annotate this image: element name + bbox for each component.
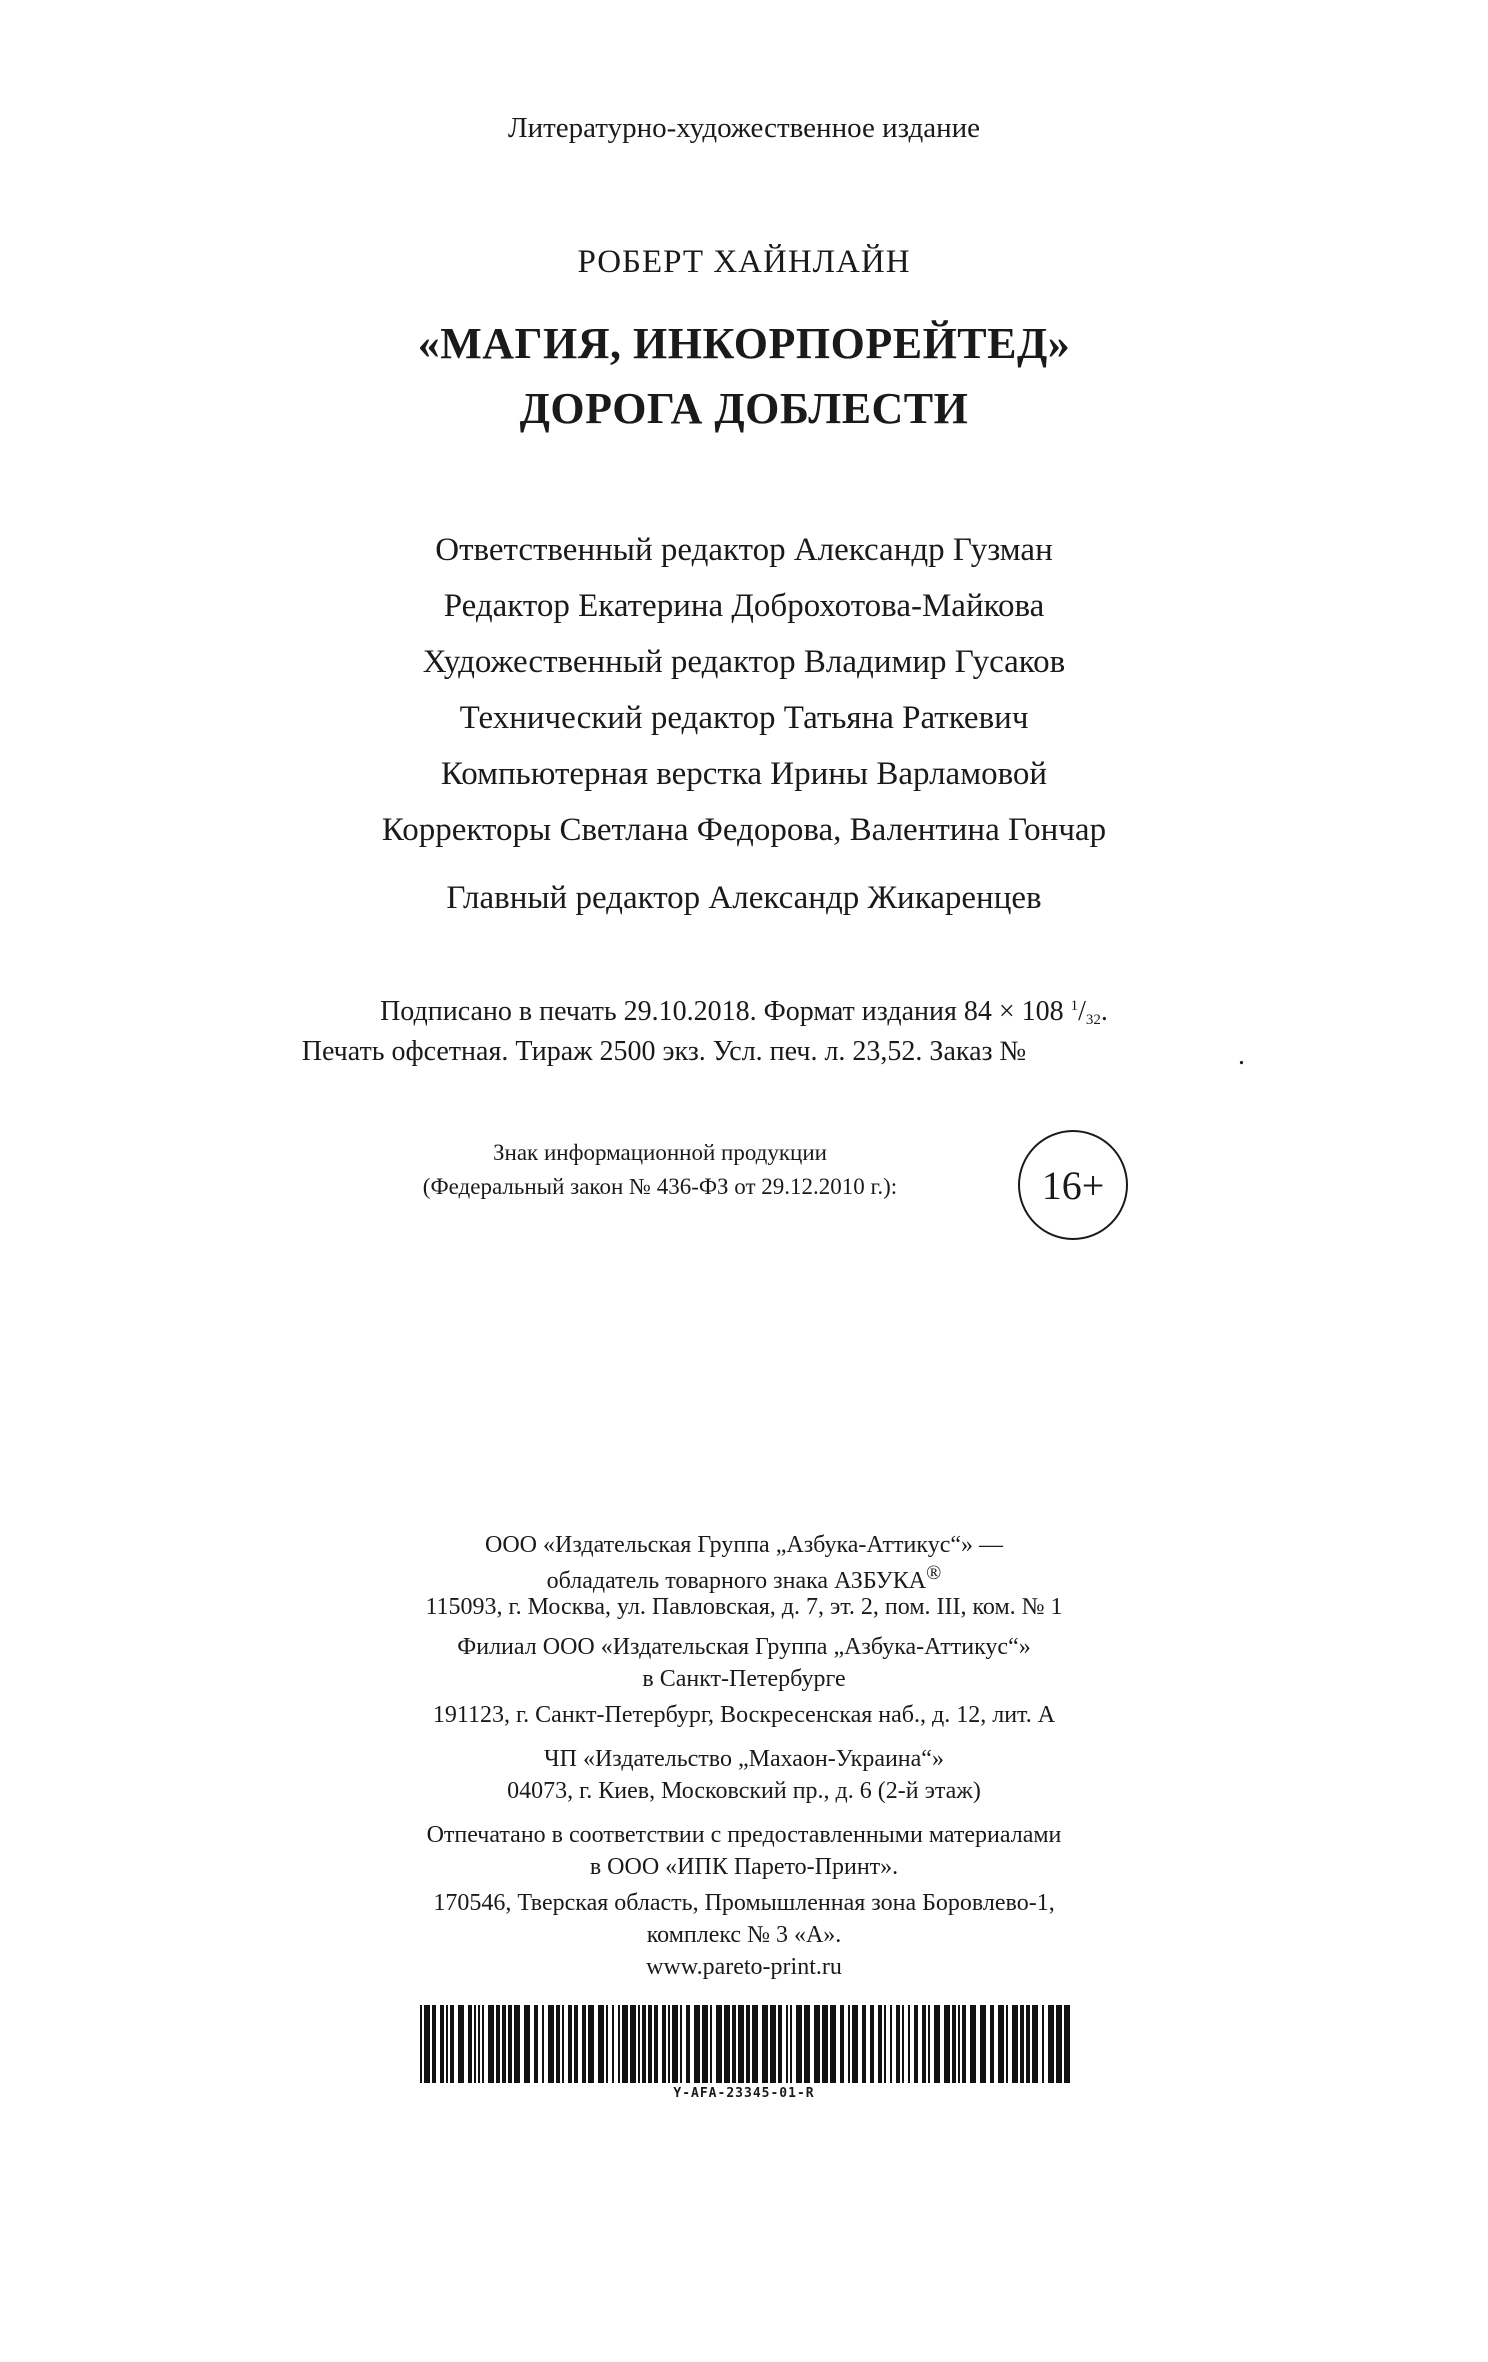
barcode-bar <box>1006 2005 1008 2083</box>
book-title-2: ДОРОГА ДОБЛЕСТИ <box>519 384 969 433</box>
barcode-bar <box>612 2005 614 2083</box>
printer-line-2: в ООО «ИПК Парето-Принт». <box>589 1854 899 1880</box>
branch-address: 191123, г. Санкт-Петербург, Воскресенская наб., д. 12, лит. А <box>432 1702 1056 1728</box>
barcode-bar <box>1064 2005 1070 2083</box>
credit-line: Редактор Екатерина Доброхотова-Майкова <box>443 588 1045 624</box>
print-info-line-2: Печать офсетная. Тираж 2500 экз. Усл. печ. л. 23,52. Заказ № <box>301 1036 1027 1067</box>
barcode-bar <box>914 2005 918 2083</box>
barcode-bar <box>446 2005 448 2083</box>
printer-address-2: комплекс № 3 «А». <box>646 1922 842 1948</box>
barcode-bar <box>668 2005 670 2083</box>
barcode-bar <box>440 2005 444 2083</box>
publisher-line-2: обладатель товарного знака АЗБУКА® <box>546 1562 942 1594</box>
barcode-bar <box>474 2005 476 2083</box>
barcode-bar <box>746 2005 750 2083</box>
chief-editor-line: Главный редактор Александр Жикаренцев <box>446 880 1042 916</box>
barcode-bar <box>752 2005 758 2083</box>
barcode-bar <box>1042 2005 1044 2083</box>
barcode-bar <box>710 2005 712 2083</box>
barcode-bar <box>574 2005 578 2083</box>
barcode-bar <box>694 2005 700 2083</box>
barcode-bar <box>990 2005 994 2083</box>
credit-line: Компьютерная верстка Ирины Варламовой <box>440 756 1048 792</box>
genre-label: Литературно-художественное издание <box>507 112 981 144</box>
barcode-bar <box>1032 2005 1038 2083</box>
credit-line: Технический редактор Татьяна Раткевич <box>459 700 1029 736</box>
printer-line-1: Отпечатано в соответствии с предоставленными материалами <box>426 1822 1062 1848</box>
barcode-bar <box>804 2005 810 2083</box>
barcode-bar <box>662 2005 666 2083</box>
barcode-bar <box>790 2005 792 2083</box>
barcode-bar <box>672 2005 678 2083</box>
branch-line-2: в Санкт-Петербурге <box>642 1666 846 1692</box>
credit-line: Художественный редактор Владимир Гусаков <box>422 644 1066 680</box>
barcode-bar <box>890 2005 892 2083</box>
barcode-bar <box>654 2005 658 2083</box>
age-label-1: Знак информационной продукции <box>493 1140 827 1165</box>
barcode-bar <box>686 2005 690 2083</box>
barcode-bar <box>840 2005 844 2083</box>
barcode-bar <box>928 2005 930 2083</box>
barcode-bar <box>514 2005 520 2083</box>
barcode-bar <box>762 2005 768 2083</box>
barcode-bar <box>482 2005 484 2083</box>
barcode-bar <box>488 2005 494 2083</box>
print-info-trailing-dot: . <box>1238 1040 1245 1071</box>
barcode-bar <box>770 2005 776 2083</box>
barcode-bar <box>478 2005 480 2083</box>
credit-line: Корректоры Светлана Федорова, Валентина Гончар <box>381 812 1107 848</box>
age-label-2: (Федеральный закон № 436-ФЗ от 29.12.2010 г.): <box>422 1174 898 1199</box>
credit-line: Ответственный редактор Александр Гузман <box>435 532 1053 568</box>
barcode-bar <box>702 2005 708 2083</box>
barcode-bar <box>902 2005 904 2083</box>
barcode-bar <box>432 2005 436 2083</box>
barcode-bar <box>716 2005 722 2083</box>
barcode <box>420 2005 1070 2083</box>
branch-line-1: Филиал ООО «Издательская Группа „Азбука-Аттикус“» <box>457 1634 1031 1660</box>
barcode-bar <box>548 2005 554 2083</box>
printer-url: www.pareto-print.ru <box>646 1954 842 1980</box>
barcode-bar <box>598 2005 604 2083</box>
barcode-bar <box>424 2005 430 2083</box>
barcode-bar <box>814 2005 820 2083</box>
barcode-bar <box>908 2005 910 2083</box>
barcode-bar <box>648 2005 652 2083</box>
barcode-bar <box>420 2005 422 2083</box>
registered-mark: ® <box>926 1562 942 1584</box>
barcode-bar <box>638 2005 640 2083</box>
book-title-1: «МАГИЯ, ИНКОРПОРЕЙТЕД» <box>417 319 1071 368</box>
barcode-bar <box>962 2005 966 2083</box>
barcode-bar <box>896 2005 900 2083</box>
barcode-bar <box>1020 2005 1024 2083</box>
barcode-bar <box>630 2005 636 2083</box>
barcode-bar <box>542 2005 544 2083</box>
barcode-bar <box>1048 2005 1054 2083</box>
barcode-bar <box>588 2005 594 2083</box>
barcode-bar <box>732 2005 736 2083</box>
barcode-bar <box>724 2005 730 2083</box>
barcode-bar <box>582 2005 586 2083</box>
barcode-bar <box>622 2005 628 2083</box>
barcode-bar <box>848 2005 850 2083</box>
barcode-bar <box>458 2005 464 2083</box>
barcode-bar <box>878 2005 882 2083</box>
age-rating-badge: 16+ <box>1018 1130 1128 1240</box>
barcode-bar <box>1012 2005 1018 2083</box>
ukraine-address: 04073, г. Киев, Московский пр., д. 6 (2-й этаж) <box>507 1778 981 1804</box>
barcode-bar <box>796 2005 802 2083</box>
barcode-bar <box>998 2005 1004 2083</box>
barcode-bar <box>524 2005 530 2083</box>
barcode-bar <box>980 2005 986 2083</box>
barcode-bar <box>738 2005 744 2083</box>
barcode-bar <box>680 2005 682 2083</box>
barcode-bar <box>1026 2005 1030 2083</box>
author-name: РОБЕРТ ХАЙНЛАЙН <box>577 244 911 280</box>
printer-address-1: 170546, Тверская область, Промышленная зона Боровлево-1, <box>433 1890 1055 1916</box>
barcode-bar <box>468 2005 472 2083</box>
print-info-line-1: Подписано в печать 29.10.2018. Формат издания 84 × 108 $^1/_{32}$. <box>380 996 1108 1028</box>
barcode-bar <box>952 2005 956 2083</box>
barcode-bar <box>870 2005 874 2083</box>
barcode-bar <box>508 2005 512 2083</box>
barcode-bar <box>944 2005 950 2083</box>
barcode-bar <box>534 2005 538 2083</box>
barcode-bar <box>934 2005 940 2083</box>
barcode-bar <box>852 2005 858 2083</box>
barcode-bar <box>830 2005 836 2083</box>
barcode-bar <box>556 2005 560 2083</box>
publisher-line-1: ООО «Издательская Группа „Азбука-Аттикус“» — <box>485 1532 1003 1558</box>
barcode-bar <box>970 2005 976 2083</box>
barcode-bar <box>618 2005 620 2083</box>
barcode-bar <box>884 2005 886 2083</box>
barcode-bar <box>450 2005 454 2083</box>
barcode-bar <box>606 2005 608 2083</box>
barcode-bar <box>778 2005 782 2083</box>
publisher-address: 115093, г. Москва, ул. Павловская, д. 7, эт. 2, пом. III, ком. № 1 <box>425 1594 1063 1620</box>
barcode-bar <box>568 2005 572 2083</box>
barcode-bar <box>922 2005 926 2083</box>
barcode-label: Y-AFA-23345-01-R <box>673 2086 815 2101</box>
barcode-bar <box>562 2005 564 2083</box>
ukraine-line-1: ЧП «Издательство „Махаон-Украина“» <box>544 1746 944 1772</box>
barcode-bar <box>862 2005 866 2083</box>
barcode-bar <box>822 2005 828 2083</box>
barcode-bar <box>496 2005 500 2083</box>
barcode-bar <box>1056 2005 1062 2083</box>
barcode-bar <box>786 2005 788 2083</box>
barcode-bar <box>502 2005 506 2083</box>
barcode-bar <box>958 2005 960 2083</box>
barcode-bar <box>642 2005 646 2083</box>
